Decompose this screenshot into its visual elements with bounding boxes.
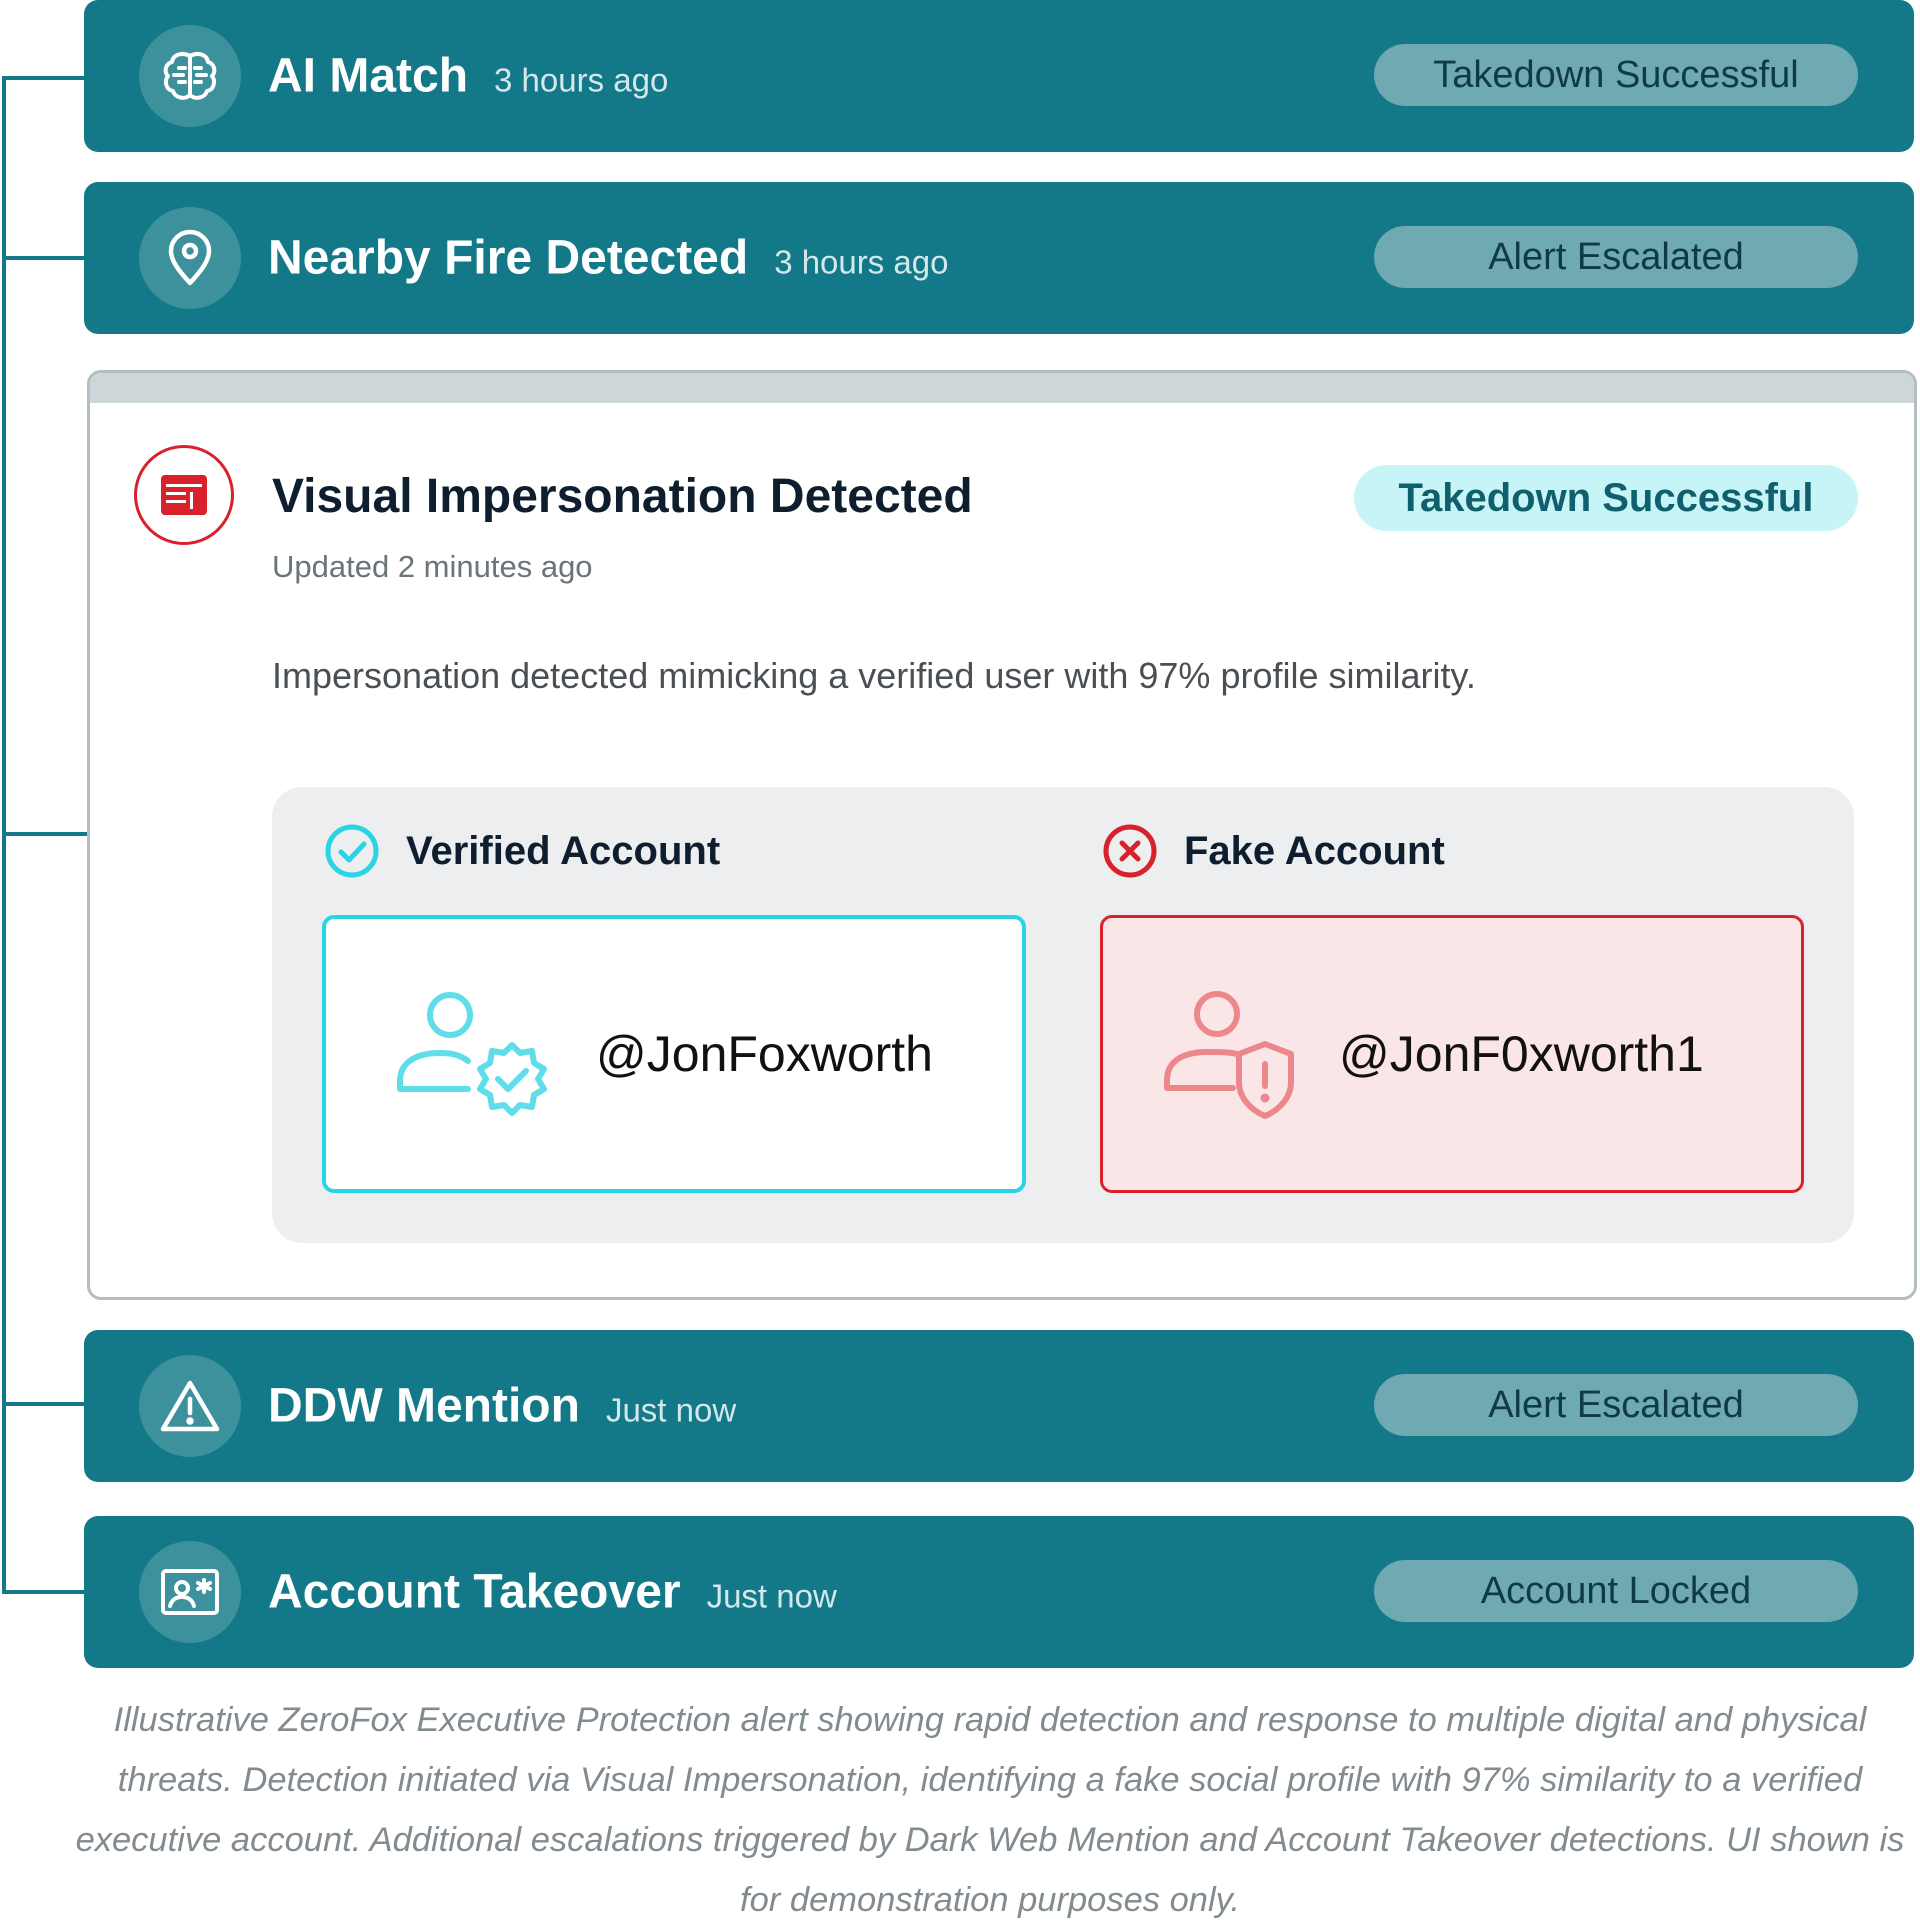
alert-title: DDW Mention	[268, 1379, 580, 1433]
verified-header	[324, 823, 720, 879]
alert-time: 3 hours ago	[774, 243, 949, 281]
alert-row-ai-match[interactable]	[84, 0, 1914, 152]
account-comparison	[272, 787, 1854, 1243]
card-description: Impersonation detected mimicking a verified user with 97% profile similarity.	[272, 655, 1476, 696]
alert-title: Nearby Fire Detected	[268, 231, 749, 285]
fake-account-card[interactable]	[1100, 915, 1804, 1193]
fake-header	[1102, 823, 1445, 879]
status-badge: Takedown Successful	[1374, 44, 1858, 106]
verified-account-card[interactable]	[322, 915, 1026, 1193]
alert-time: Just now	[605, 1391, 737, 1429]
check-circle-icon	[324, 823, 380, 879]
browser-window-icon	[134, 445, 234, 545]
id-card-icon	[139, 1541, 241, 1643]
verified-user-icon	[394, 989, 558, 1125]
verified-handle: @JonFoxworth	[596, 1026, 933, 1082]
fake-label: Fake Account	[1184, 828, 1445, 873]
alert-title: AI Match	[268, 49, 469, 103]
timeline-branch	[2, 1590, 84, 1594]
alert-time: 3 hours ago	[494, 61, 669, 99]
alert-title: Account Takeover	[268, 1565, 681, 1619]
alert-row-account-takeover[interactable]	[84, 1516, 1914, 1668]
location-pin-icon	[139, 207, 241, 309]
warning-triangle-icon	[139, 1355, 241, 1457]
status-badge: Alert Escalated	[1374, 1374, 1858, 1436]
caption: Illustrative ZeroFox Executive Protection alert showing rapid detection and response to multiple digital and physical threats. Detection initiated via Visual Impersonation, identifying a fake social profile with 97% similarity to a verified executive account. Additional escalations triggered by Dark Web Mention and Account Takeover detections. UI shown is for demonstration purposes only.	[75, 1701, 1905, 1919]
timeline-branch	[2, 832, 87, 836]
card-title: Visual Impersonation Detected	[272, 470, 973, 523]
brain-icon	[139, 25, 241, 127]
verified-label: Verified Account	[406, 828, 721, 873]
x-circle-icon	[1102, 823, 1158, 879]
user-shield-icon	[1161, 988, 1301, 1124]
timeline-branch	[2, 256, 84, 260]
alert-row-ddw-mention[interactable]	[84, 1330, 1914, 1482]
card-header-strip	[90, 373, 1914, 403]
card-updated-time: Updated 2 minutes ago	[272, 549, 593, 584]
fake-handle: @JonF0xworth1	[1339, 1026, 1704, 1082]
status-badge: Takedown Successful	[1354, 465, 1858, 531]
alert-time: Just now	[706, 1577, 837, 1615]
alert-row-nearby-fire[interactable]	[84, 182, 1914, 334]
timeline-branch	[2, 1402, 84, 1406]
status-badge: Alert Escalated	[1374, 226, 1858, 288]
status-badge: Account Locked	[1374, 1560, 1858, 1622]
timeline-branch	[2, 76, 84, 80]
alert-detail-card[interactable]	[87, 370, 1917, 1300]
